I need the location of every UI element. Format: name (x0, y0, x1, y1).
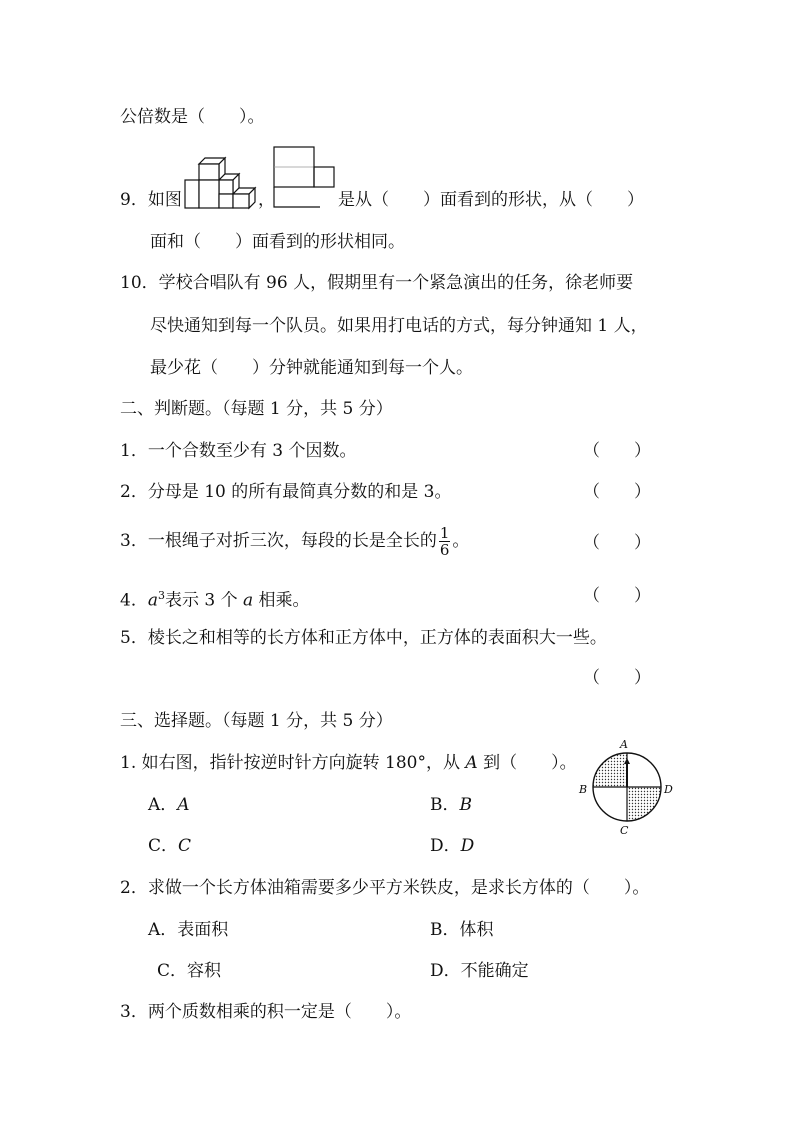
judge-paren-3[interactable]: （ ） (583, 533, 651, 553)
judge-paren-5[interactable]: （ ） (583, 668, 651, 688)
dial-label-bottom: C (620, 824, 629, 837)
judge-item-2: 2．分母是 10 的所有最简真分数的和是 3。 (120, 482, 452, 502)
judge-item-3-tail: 。 (452, 531, 470, 551)
option-key: C． (148, 836, 179, 856)
fraction-numerator: 1 (439, 524, 450, 542)
exponent: 3 (157, 589, 165, 602)
choice-q3: 3．两个质数相乘的积一定是（ ）。 (120, 1002, 412, 1022)
judge-item-4-mid: 表示 3 个 (164, 590, 238, 611)
choice-q1-option-c[interactable] (148, 835, 191, 857)
choice-q1-text-a: 1. 如右图，指针按逆时针方向旋转 180°，从 (120, 753, 460, 773)
choice-q2-option-c[interactable]: C．容积 (157, 961, 222, 981)
q10-line1: 10．学校合唱队有 96 人，假期里有一个紧急演出的任务，徐老师要 (120, 273, 634, 293)
var-a-2: a (243, 590, 254, 611)
q10-line3: 最少花（ ）分钟就能通知到每一个人。 (150, 358, 473, 378)
judge-item-3-text: 3．一根绳子对折三次，每段的长是全长的 (120, 531, 437, 551)
judge-item-5: 5．棱长之和相等的长方体和正方体中，正方体的表面积大一些。 (120, 628, 607, 648)
var-A: A (465, 753, 478, 773)
fraction-one-sixth (439, 525, 451, 558)
choice-q1-option-a[interactable] (148, 794, 190, 816)
dial-figure (592, 751, 662, 823)
choice-q1 (120, 752, 577, 774)
q10-line2: 尽快通知到每一个队员。如果用打电话的方式，每分钟通知 1 人， (150, 316, 648, 336)
judge-item-1: 1．一个合数至少有 3 个因数。 (120, 441, 357, 461)
dial-label-top: A (620, 738, 628, 751)
choice-q2: 2．求做一个长方体油箱需要多少平方米铁皮，是求长方体的（ ）。 (120, 878, 650, 898)
var-a: a (147, 590, 158, 611)
fraction-denominator: 6 (439, 541, 450, 559)
option-value: B (459, 795, 472, 815)
q8-text: 公倍数是（ ）。 (120, 107, 265, 127)
q9-comma: ， (258, 190, 275, 210)
cube-stack-figure (185, 150, 257, 212)
q9-line2: 面和（ ）面看到的形状相同。 (150, 232, 405, 252)
choice-q1-option-d[interactable] (430, 835, 474, 857)
option-key: A． (148, 795, 178, 815)
q9-prefix: 9．如图 (120, 190, 182, 210)
choice-q2-option-d[interactable]: D．不能确定 (430, 961, 529, 981)
choice-q1-option-b[interactable] (430, 794, 472, 816)
judge-paren-1[interactable]: （ ） (583, 441, 651, 461)
judge-paren-2[interactable]: （ ） (583, 482, 651, 502)
choice-q1-text-b: 到（ ）。 (483, 753, 577, 773)
option-value: C (178, 836, 192, 856)
option-key: B． (430, 795, 460, 815)
judge-item-4-tail: 相乘。 (258, 590, 310, 611)
section2-heading: 二、判断题。（每题 1 分，共 5 分） (120, 399, 393, 419)
judge-item-4-num: 4． (120, 590, 148, 611)
option-value: D (460, 836, 475, 856)
choice-q2-option-a[interactable]: A．表面积 (148, 920, 229, 940)
judge-item-4 (120, 585, 310, 612)
dial-label-right: D (664, 783, 673, 796)
judge-paren-4[interactable]: （ ） (583, 586, 651, 606)
section3-heading: 三、选择题。（每题 1 分，共 5 分） (120, 711, 393, 731)
dial-label-left: B (579, 783, 588, 796)
view-shape-figure (272, 145, 336, 211)
option-value: A (177, 795, 190, 815)
judge-item-3 (120, 522, 469, 560)
option-key: D． (430, 836, 461, 856)
q9-text: 是从（ ）面看到的形状，从（ ） (338, 190, 644, 210)
choice-q2-option-b[interactable]: B．体积 (430, 920, 494, 940)
